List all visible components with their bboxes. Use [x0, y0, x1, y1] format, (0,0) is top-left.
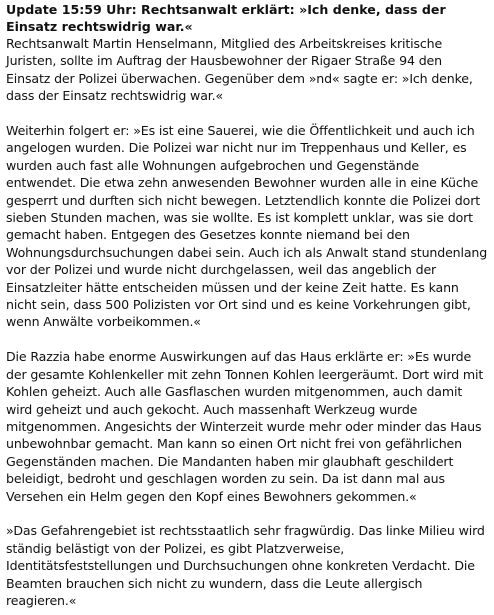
paragraph-lawyer-intro: Rechtsanwalt Martin Henselmann, Mitglied des Arbeitskreises kritische Juristen, sollte im Auftrag der Hausbewohner der Rigaer Straße 94 den Einsatz der Polizei überwachen. Gegenüber dem »nd« sagte er: »Ich denke, dass der Einsatz rechtswidrig war.« [6, 36, 473, 104]
paragraph-lawyer-quote: Weiterhin folgert er: »Es ist eine Sauerei, wie die Öffentlichkeit und auch ich angelogen wurden. Die Polizei war nicht nur im Treppenhaus und Keller, es wurden auch fast alle Wohnungen aufgebrochen und Gegenstände entwendet. Die etwa zehn anwesenden Bewohner wurden alle in eine Küche gesperrt und durften sich nicht bewegen. Letztendlich konnte die Polizei dort sieben Stunden machen, was sie wollte. Es ist komplett unklar, was sie dort gemacht haben. Entgegen des Gesetzes konnte niemand bei den Wohnungsdurchsuchungen dabei sein. Auch ich als Anwalt stand stundenlang vor der Polizei und wurde nicht durchgelassen, weil das angeblich der Einsatzleiter hätte entscheiden müssen und der keine Zeit hatte. Es kann nicht sein, dass 500 Polizisten vor Ort sind und es keine Vorkehrungen gibt, wenn Anwälte vorbeikommen.« [6, 123, 488, 330]
paragraph-raid-impact: Die Razzia habe enorme Auswirkungen auf das Haus erklärte er: »Es wurde der gesamte Kohlenkeller mit zehn Tonnen Kohlen leergeräumt. Dort wird mit Kohlen geheizt. Auch alle Gasflaschen wurden mitgenommen, auch damit wird geheizt und auch gekocht. Auch massenhaft Werkzeug wurde mitgenommen. Angesichts der Winterzeit wurde mehr oder minder das Haus unbewohnbar gemacht. Man kann so einen Ort nicht frei von gefährlichen Gegenständen machen. Die Mandanten haben mir glaubhaft geschildert beleidigt, bedroht und geschlagen worden zu sein. Da ist dann mal aus Versehen ein Helm gegen den Kopf eines Bewohners gekommen.« [6, 349, 484, 504]
update-headline: Update 15:59 Uhr: Rechtsanwalt erklärt: »Ich denke, dass der Einsatz rechtswidrig war.« [6, 2, 446, 34]
paragraph-danger-zone: »Das Gefahrengebiet ist rechtsstaatlich sehr fragwürdig. Das linke Milieu wird ständig belästigt von der Polizei, es gibt Platzverweise, Identitätsfeststellungen und Durchsuchungen ohne konkreten Verdacht. Die Beamten brauchen sich nicht zu wundern, dass die Leute allergisch reagieren.« [6, 523, 485, 608]
